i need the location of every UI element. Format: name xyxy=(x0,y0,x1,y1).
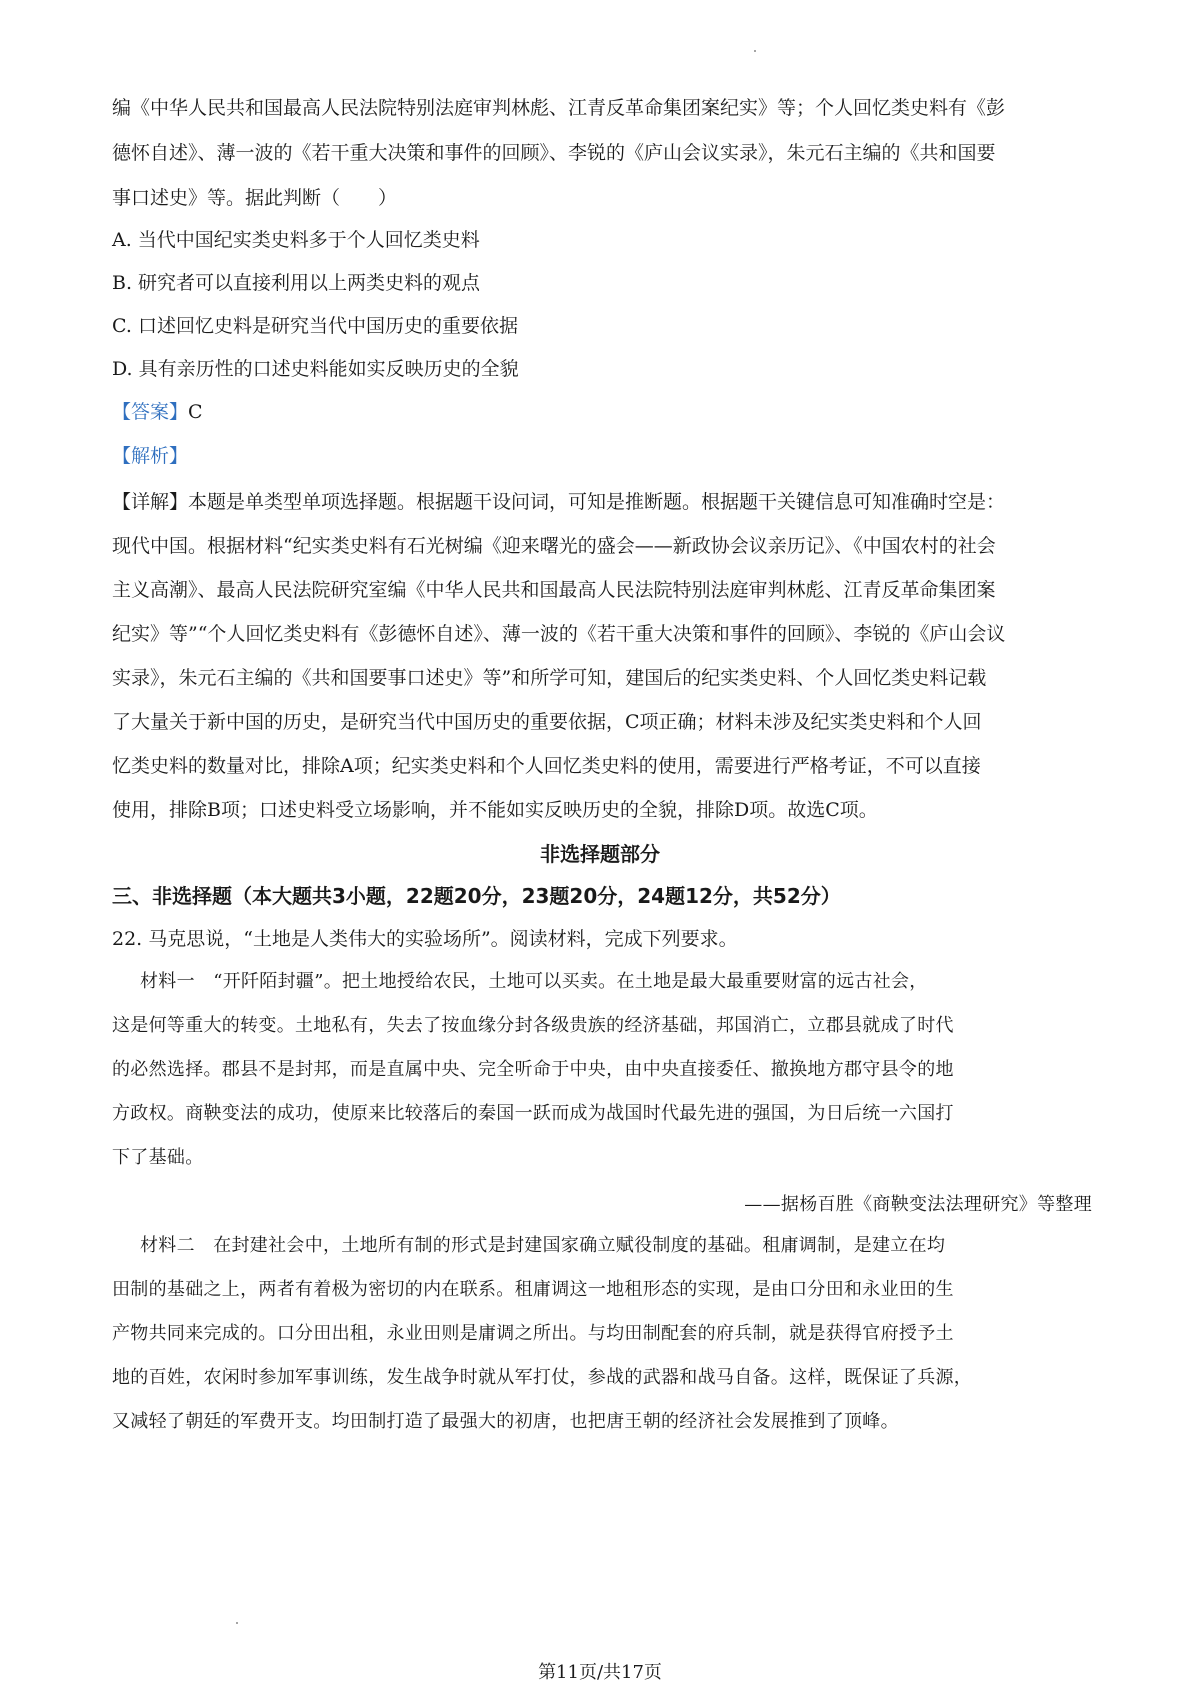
detail-line: 忆类史料的数量对比，排除A项；纪实类史料和个人回忆类史料的使用，需要进行严格考证，不可以直接 xyxy=(112,755,981,777)
material2-line: 田制的基础之上，两者有着极为密切的内在联系。租庸调这一地租形态的实现，是由口分田和永业田的生 xyxy=(112,1279,954,1300)
question-stem-line: 事口述史》等。据此判断（ ） xyxy=(112,187,398,209)
question-stem-line: 编《中华人民共和国最高人民法院特别法庭审判林彪、江青反革命集团案纪实》等；个人回忆类史料有《彭 xyxy=(112,97,1006,119)
answer-row xyxy=(112,400,203,424)
material1-line: 下了基础。 xyxy=(112,1147,204,1168)
scan-speck xyxy=(754,50,756,52)
answer-tag: 【答案】 xyxy=(112,401,189,423)
detail-line: 现代中国。根据材料“纪实类史料有石光树编《迎来曙光的盛会——新政协会议亲历记》、《中国农村的社会 xyxy=(112,535,996,557)
detail-line: 实录》，朱元石主编的《共和国要事口述史》等”和所学可知，建国后的纪实类史料、个人回忆类史料记载 xyxy=(112,667,987,689)
analysis-tag: 【解析】 xyxy=(112,445,189,467)
material2-line: 产物共同来完成的。口分田出租，永业田则是庸调之所出。与均田制配套的府兵制，就是获得官府授予土 xyxy=(112,1323,954,1344)
option-b: B. 研究者可以直接利用以上两类史料的观点 xyxy=(112,272,481,294)
detail-line: 了大量关于新中国的历史，是研究当代中国历史的重要依据，C项正确；材料未涉及纪实类史料和个人回 xyxy=(112,711,982,733)
material1-line: 的必然选择。郡县不是封邦，而是直属中央、完全听命于中央，由中央直接委任、撤换地方郡守县令的地 xyxy=(112,1059,954,1080)
answer-value: C xyxy=(188,401,203,423)
material1-line: 这是何等重大的转变。土地私有，失去了按血缘分封各级贵族的经济基础，邦国消亡，立郡县就成了时代 xyxy=(112,1015,954,1036)
material1-line: 方政权。商鞅变法的成功，使原来比较落后的秦国一跃而成为战国时代最先进的强国，为日后统一六国打 xyxy=(112,1103,954,1124)
question-22-stem: 22. 马克思说，“土地是人类伟大的实验场所”。阅读材料，完成下列要求。 xyxy=(112,928,738,950)
material1-source: ——据杨百胜《商鞅变法法理研究》等整理 xyxy=(744,1194,1092,1215)
page-number: 第11页/共17页 xyxy=(538,1662,662,1683)
option-c: C. 口述回忆史料是研究当代中国历史的重要依据 xyxy=(112,315,518,337)
material2-line: 又减轻了朝廷的军费开支。均田制打造了最强大的初唐，也把唐王朝的经济社会发展推到了顶峰。 xyxy=(112,1411,899,1432)
material2-line: 地的百姓，农闲时参加军事训练，发生战争时就从军打仗，参战的武器和战马自备。这样，既保证了兵源， xyxy=(112,1367,973,1388)
detail-line: 使用，排除B项；口述史料受立场影响，并不能如实反映历史的全貌，排除D项。故选C项。 xyxy=(112,799,878,821)
detail-line: 主义高潮》、最高人民法院研究室编《中华人民共和国最高人民法院特别法庭审判林彪、江青反革命集团案 xyxy=(112,579,996,601)
option-d: D. 具有亲历性的口述史料能如实反映历史的全貌 xyxy=(112,358,519,380)
material2-line: 材料二 在封建社会中，土地所有制的形式是封建国家确立赋役制度的基础。租庸调制，是建立在均 xyxy=(140,1235,946,1256)
option-a: A. 当代中国纪实类史料多于个人回忆类史料 xyxy=(112,229,480,251)
detail-line: 【详解】本题是单类型单项选择题。根据题干设问词，可知是推断题。根据题干关键信息可知准确时空是： xyxy=(112,491,1006,513)
scan-speck xyxy=(236,1622,238,1624)
material1-line: 材料一 “开阡陌封疆”。把土地授给农民，土地可以买卖。在土地是最大最重要财富的远古社会， xyxy=(140,971,928,992)
question-stem-line: 德怀自述》、薄一波的《若干重大决策和事件的回顾》、李锐的《庐山会议实录》，朱元石主编的《共和国要 xyxy=(112,142,996,164)
section-title: 非选择题部分 xyxy=(540,842,660,866)
detail-line: 纪实》等”“个人回忆类史料有《彭德怀自述》、薄一波的《若干重大决策和事件的回顾》、李锐的《庐山会议 xyxy=(112,623,1006,645)
part-heading: 三、非选择题（本大题共3小题，22题20分，23题20分，24题12分，共52分） xyxy=(112,884,841,908)
